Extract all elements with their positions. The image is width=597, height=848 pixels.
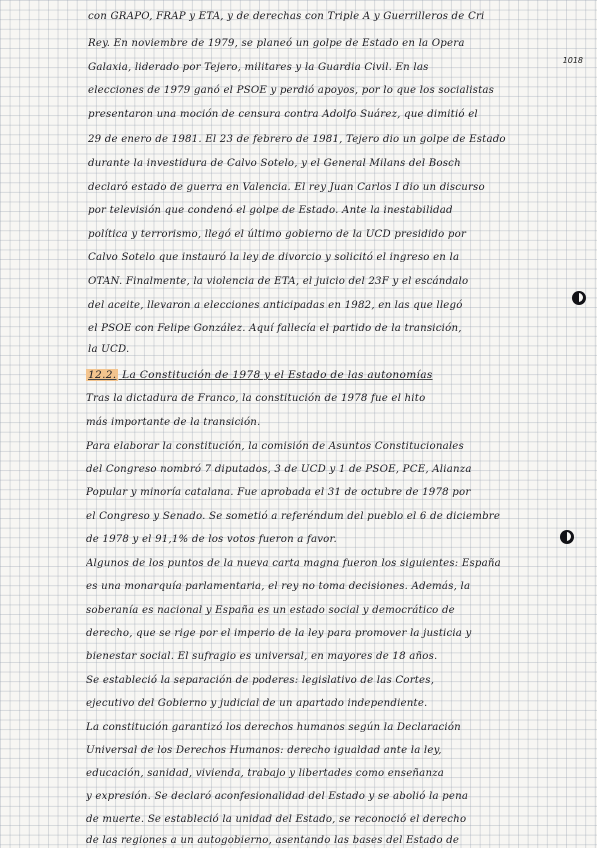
text-line: política y terrorismo, llegó el último gobierno de la UCD presidido por xyxy=(88,229,467,240)
text-line: OTAN. Finalmente, la violencia de ETA, el juicio del 23F y el escándalo xyxy=(88,276,469,287)
text-line: Rey. En noviembre de 1979, se planeó un golpe de Estado en la Opera xyxy=(88,38,465,49)
binder-hole-icon xyxy=(572,291,586,305)
text-line: la UCD. xyxy=(88,344,130,355)
text-line: del aceite, llevaron a elecciones anticipadas en 1982, en las que llegó xyxy=(88,300,463,311)
margin-note: 1018 xyxy=(562,56,583,65)
text-line: y expresión. Se declaró aconfesionalidad del Estado y se abolió la pena xyxy=(86,791,469,802)
text-line: Algunos de los puntos de la nueva carta magna fueron los siguientes: España xyxy=(86,558,501,569)
text-line: educación, sanidad, vivienda, trabajo y libertades como enseñanza xyxy=(86,768,445,779)
text-line: el Congreso y Senado. Se sometió a referéndum del pueblo el 6 de diciembre xyxy=(86,511,501,522)
text-line: 29 de enero de 1981. El 23 de febrero de 1981, Tejero dio un golpe de Estado xyxy=(88,134,506,145)
text-line: Galaxia, liderado por Tejero, militares y la Guardia Civil. En las xyxy=(88,62,429,73)
text-line: Se estableció la separación de poderes: legislativo de las Cortes, xyxy=(86,675,435,686)
text-line: ejecutivo del Gobierno y judicial de un apartado independiente. xyxy=(86,698,428,709)
text-line: con GRAPO, FRAP y ETA, y de derechas con Triple A y Guerrilleros de Cri xyxy=(88,11,485,22)
binder-hole-icon xyxy=(560,530,574,544)
text-line: Tras la dictadura de Franco, la constitución de 1978 fue el hito xyxy=(86,393,426,404)
text-line: más importante de la transición. xyxy=(86,417,261,428)
text-line: de las regiones a un autogobierno, asentando las bases del Estado de xyxy=(86,835,460,846)
section-heading xyxy=(86,368,575,383)
text-line: del Congreso nombró 7 diputados, 3 de UCD y 1 de PSOE, PCE, Alianza xyxy=(86,464,472,475)
text-line: de muerte. Se estableció la unidad del Estado, se reconoció el derecho xyxy=(86,814,467,825)
text-line: es una monarquía parlamentaria, el rey no toma decisiones. Además, la xyxy=(86,581,471,592)
text-line: de 1978 y el 91,1% de los votos fueron a favor. xyxy=(86,534,337,545)
section-title: La Constitución de 1978 y el Estado de las autonomías xyxy=(122,369,433,381)
text-line: Calvo Sotelo que instauró la ley de divorcio y solicitó el ingreso en la xyxy=(88,252,460,263)
text-line: Popular y minoría catalana. Fue aprobada el 31 de octubre de 1978 por xyxy=(86,487,471,498)
text-line: La constitución garantizó los derechos humanos según la Declaración xyxy=(86,722,461,733)
text-line: presentaron una moción de censura contra Adolfo Suárez, que dimitió el xyxy=(88,109,478,120)
text-line: derecho, que se rige por el imperio de la ley para promover la justicia y xyxy=(86,628,472,639)
text-line: por televisión que condenó el golpe de Estado. Ante la inestabilidad xyxy=(88,205,453,216)
text-line: Para elaborar la constitución, la comisión de Asuntos Constitucionales xyxy=(86,441,464,452)
section-number: 12.2. xyxy=(88,369,117,381)
text-line: durante la investidura de Calvo Sotelo, y el General Milans del Bosch xyxy=(88,158,461,169)
text-line: elecciones de 1979 ganó el PSOE y perdió apoyos, por lo que los socialistas xyxy=(88,85,495,96)
text-line: bienestar social. El sufragio es universal, en mayores de 18 años. xyxy=(86,651,438,662)
text-line: el PSOE con Felipe González. Aquí fallecía el partido de la transición, xyxy=(88,323,462,334)
text-line: declaró estado de guerra en Valencia. El rey Juan Carlos I dio un discurso xyxy=(88,182,485,193)
text-line: soberanía es nacional y España es un estado social y democrático de xyxy=(86,605,455,616)
text-line: Universal de los Derechos Humanos: derecho igualdad ante la ley, xyxy=(86,745,442,756)
